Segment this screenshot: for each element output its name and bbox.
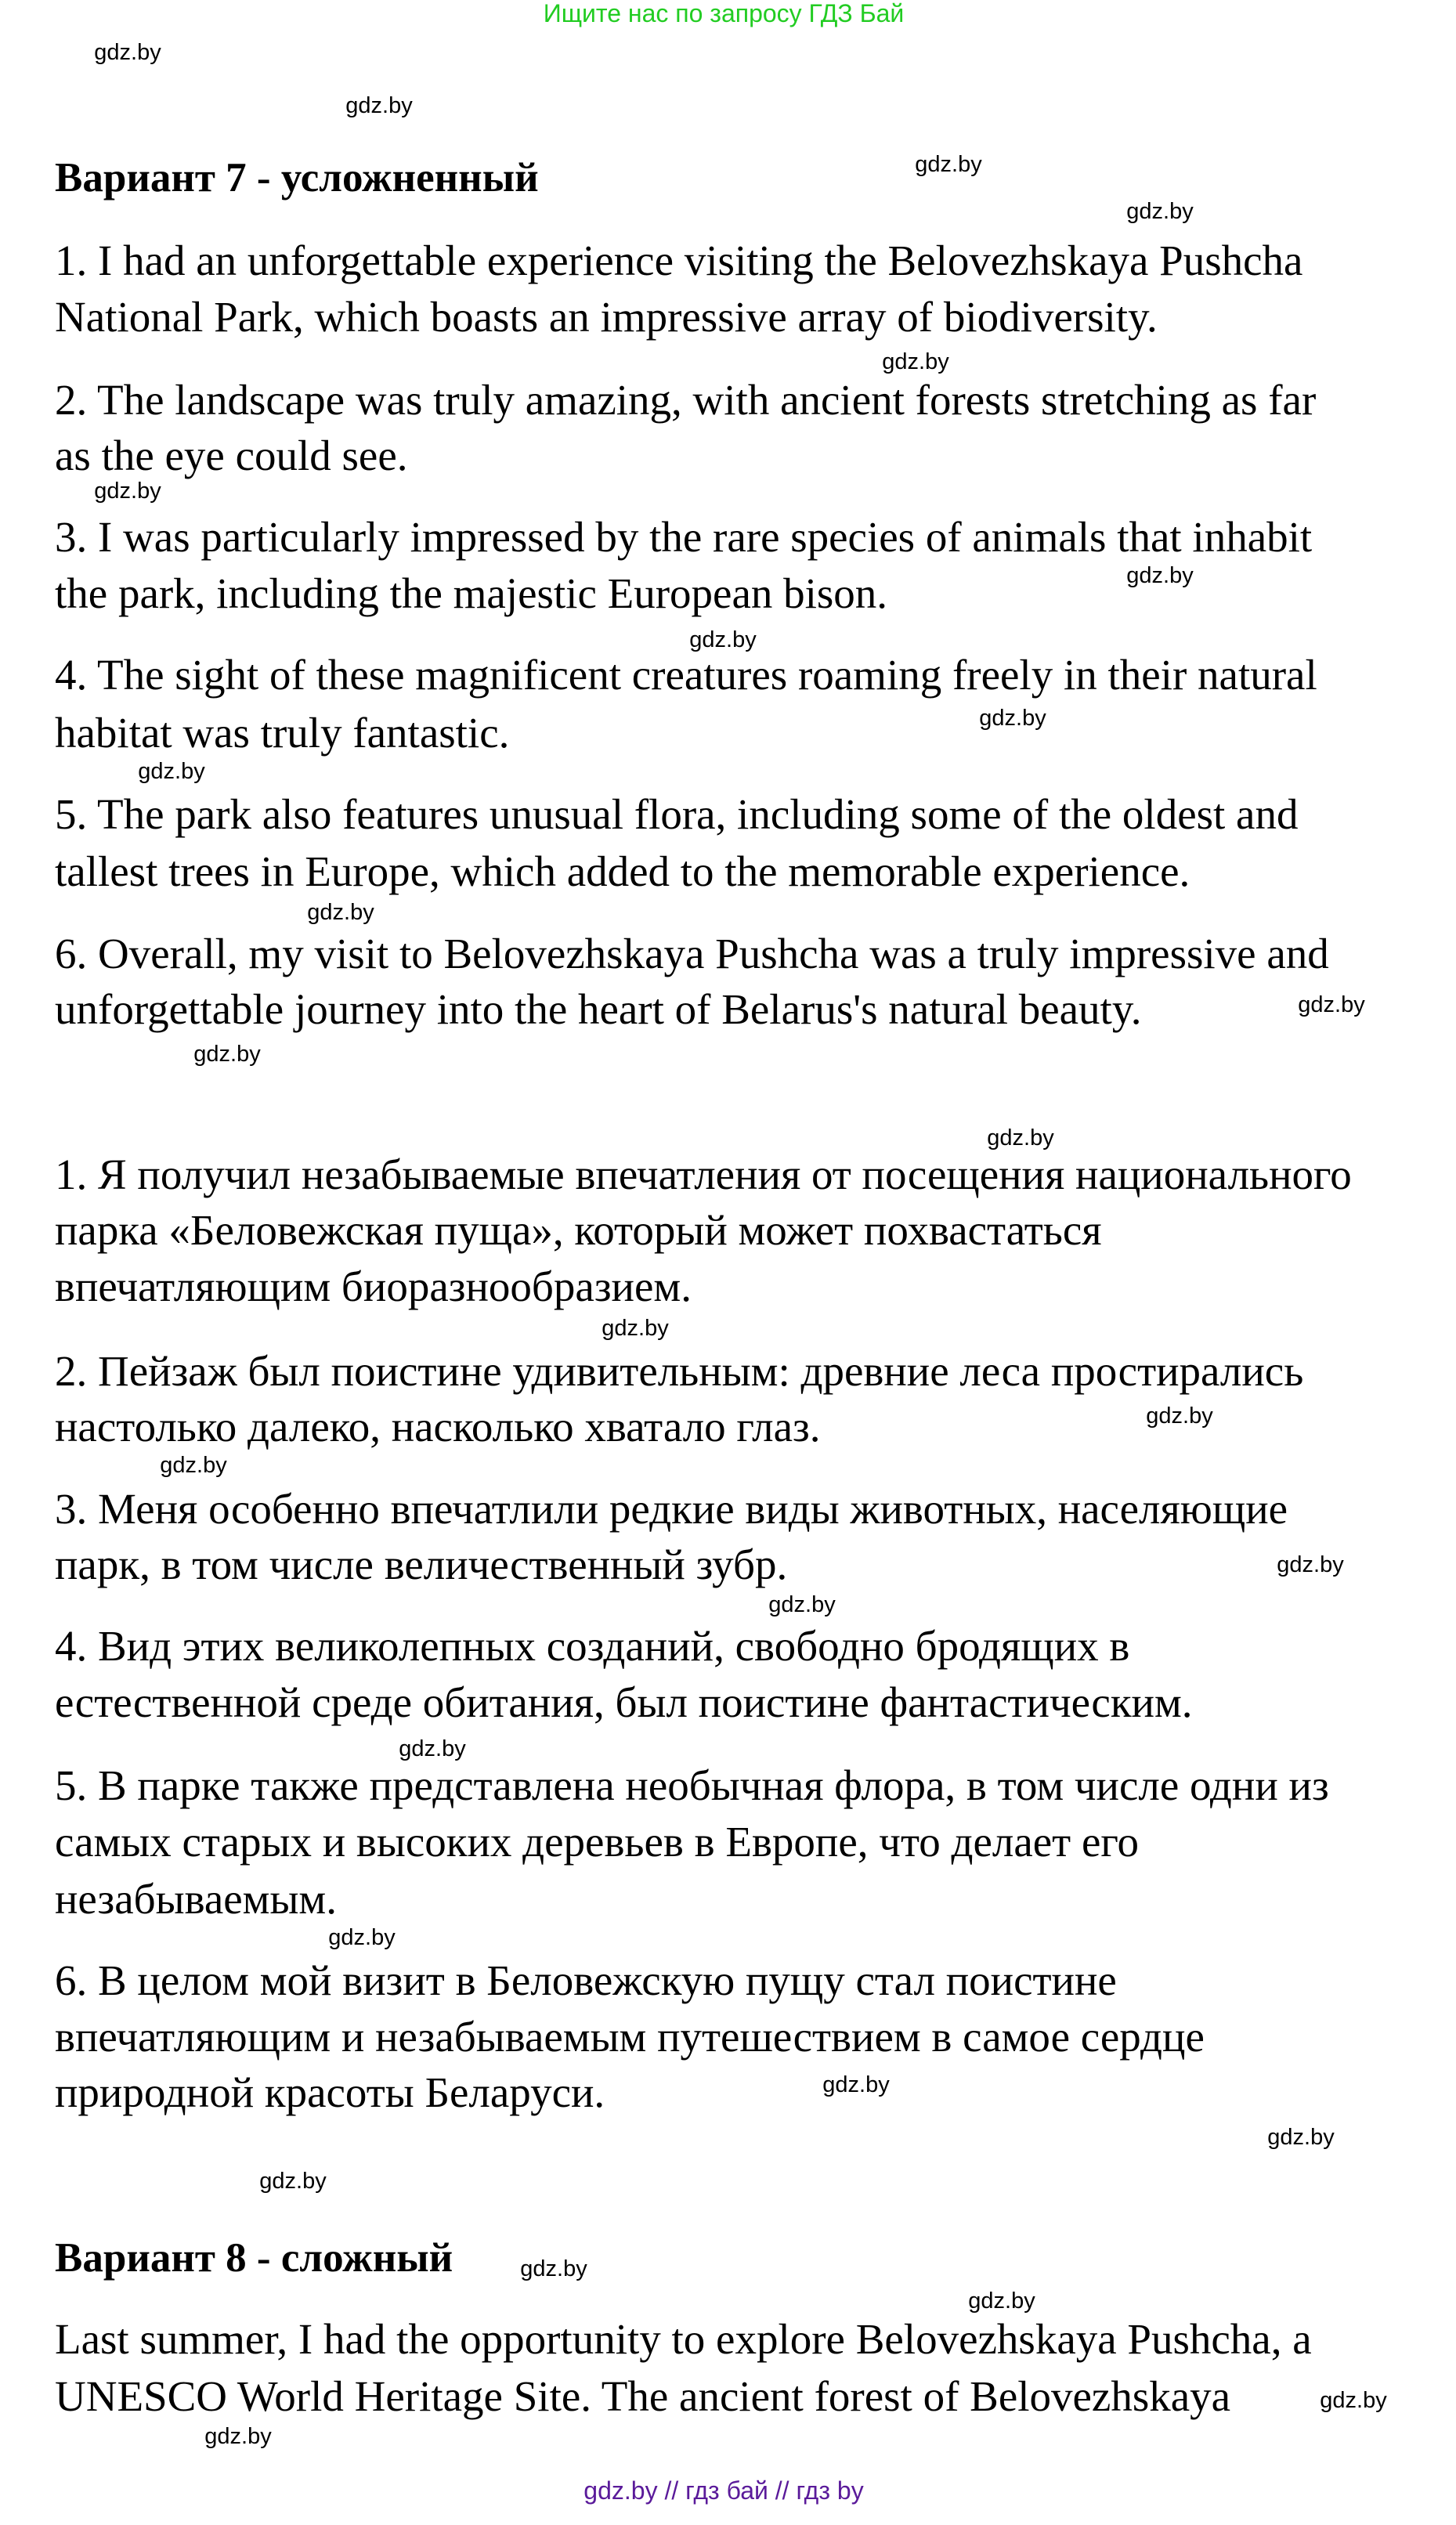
- russian-text-line: настолько далеко, насколько хватало глаз.: [55, 1403, 821, 1450]
- english-text-line: 3. I was particularly impressed by the rare species of animals that inhabit: [55, 513, 1313, 561]
- watermark: gdz.by: [1146, 1403, 1213, 1429]
- russian-text-line: 6. В целом мой визит в Беловежскую пущу стал поистине: [55, 1956, 1117, 2004]
- russian-text-line: впечатляющим и незабываемым путешествием в самое сердце: [55, 2013, 1205, 2061]
- watermark: gdz.by: [968, 2288, 1035, 2314]
- watermark: gdz.by: [689, 627, 757, 652]
- english-text-line: 4. The sight of these magnificent creatures roaming freely in their natural: [55, 651, 1317, 699]
- variant-8-text-line: UNESCO World Heritage Site. The ancient forest of Belovezhskaya: [55, 2372, 1231, 2420]
- variant-8-text-line: Last summer, I had the opportunity to explore Belovezhskaya Pushcha, a: [55, 2315, 1312, 2363]
- watermark: gdz.by: [822, 2072, 890, 2097]
- english-text-line: tallest trees in Europe, which added to the memorable experience.: [55, 847, 1190, 895]
- watermark: gdz.by: [399, 1736, 466, 1761]
- watermark: gdz.by: [94, 40, 161, 65]
- watermark: gdz.by: [307, 900, 374, 925]
- watermark: gdz.by: [602, 1316, 669, 1341]
- russian-text-line: естественной среде обитания, был поистине фантастическим.: [55, 1678, 1193, 1726]
- watermark: gdz.by: [94, 479, 161, 504]
- english-text-line: habitat was truly fantastic.: [55, 709, 510, 757]
- russian-text-line: 5. В парке также представлена необычная флора, в том числе одни из: [55, 1761, 1329, 1809]
- variant-8-title: Вариант 8 - сложный: [55, 2235, 453, 2281]
- russian-text-line: 3. Меня особенно впечатлили редкие виды животных, населяющие: [55, 1485, 1288, 1533]
- english-text-line: as the eye could see.: [55, 432, 408, 479]
- watermark: gdz.by: [979, 706, 1046, 731]
- russian-text-line: парка «Беловежская пуща», который может похвастаться: [55, 1206, 1102, 1254]
- watermark: gdz.by: [138, 759, 205, 784]
- watermark: gdz.by: [987, 1125, 1054, 1151]
- watermark: gdz.by: [520, 2256, 587, 2281]
- variant-7-title: Вариант 7 - усложненный: [55, 155, 539, 200]
- russian-text-line: природной красоты Беларуси.: [55, 2068, 605, 2116]
- watermark: gdz.by: [1298, 992, 1365, 1017]
- watermark: gdz.by: [1277, 1552, 1344, 1577]
- english-text-line: National Park, which boasts an impressive array of biodiversity.: [55, 293, 1158, 341]
- russian-text-line: 1. Я получил незабываемые впечатления от посещения национального: [55, 1151, 1352, 1198]
- russian-text-line: впечатляющим биоразнообразием.: [55, 1262, 692, 1310]
- russian-text-line: 2. Пейзаж был поистине удивительным: древние леса простирались: [55, 1347, 1304, 1395]
- top-banner[interactable]: Ищите нас по запросу ГДЗ Бай: [543, 0, 905, 27]
- watermark: gdz.by: [915, 152, 982, 177]
- watermark: gdz.by: [882, 349, 949, 374]
- watermark: gdz.by: [204, 2424, 272, 2449]
- watermark: gdz.by: [1267, 2125, 1335, 2150]
- watermark: gdz.by: [345, 93, 413, 118]
- russian-text-line: парк, в том числе величественный зубр.: [55, 1541, 788, 1588]
- watermark: gdz.by: [768, 1592, 836, 1617]
- english-text-line: the park, including the majestic European bison.: [55, 569, 888, 617]
- english-text-line: 6. Overall, my visit to Belovezhskaya Pushcha was a truly impressive and: [55, 930, 1329, 977]
- russian-text-line: 4. Вид этих великолепных созданий, свободно бродящих в: [55, 1622, 1130, 1670]
- english-text-line: 1. I had an unforgettable experience visiting the Belovezhskaya Pushcha: [55, 237, 1303, 284]
- english-text-line: 5. The park also features unusual flora, including some of the oldest and: [55, 790, 1299, 838]
- watermark: gdz.by: [1126, 563, 1194, 588]
- watermark: gdz.by: [259, 2169, 327, 2194]
- watermark: gdz.by: [160, 1453, 227, 1478]
- watermark: gdz.by: [1320, 2388, 1387, 2413]
- watermark: gdz.by: [193, 1042, 261, 1067]
- watermark: gdz.by: [328, 1925, 396, 1950]
- russian-text-line: самых старых и высоких деревьев в Европе, что делает его: [55, 1818, 1140, 1866]
- watermark: gdz.by: [1126, 199, 1194, 224]
- footer-links[interactable]: gdz.by // гдз бай // гдз by: [583, 2476, 864, 2505]
- english-text-line: unforgettable journey into the heart of Belarus's natural beauty.: [55, 985, 1142, 1033]
- english-text-line: 2. The landscape was truly amazing, with ancient forests stretching as far: [55, 376, 1317, 424]
- russian-text-line: незабываемым.: [55, 1875, 337, 1923]
